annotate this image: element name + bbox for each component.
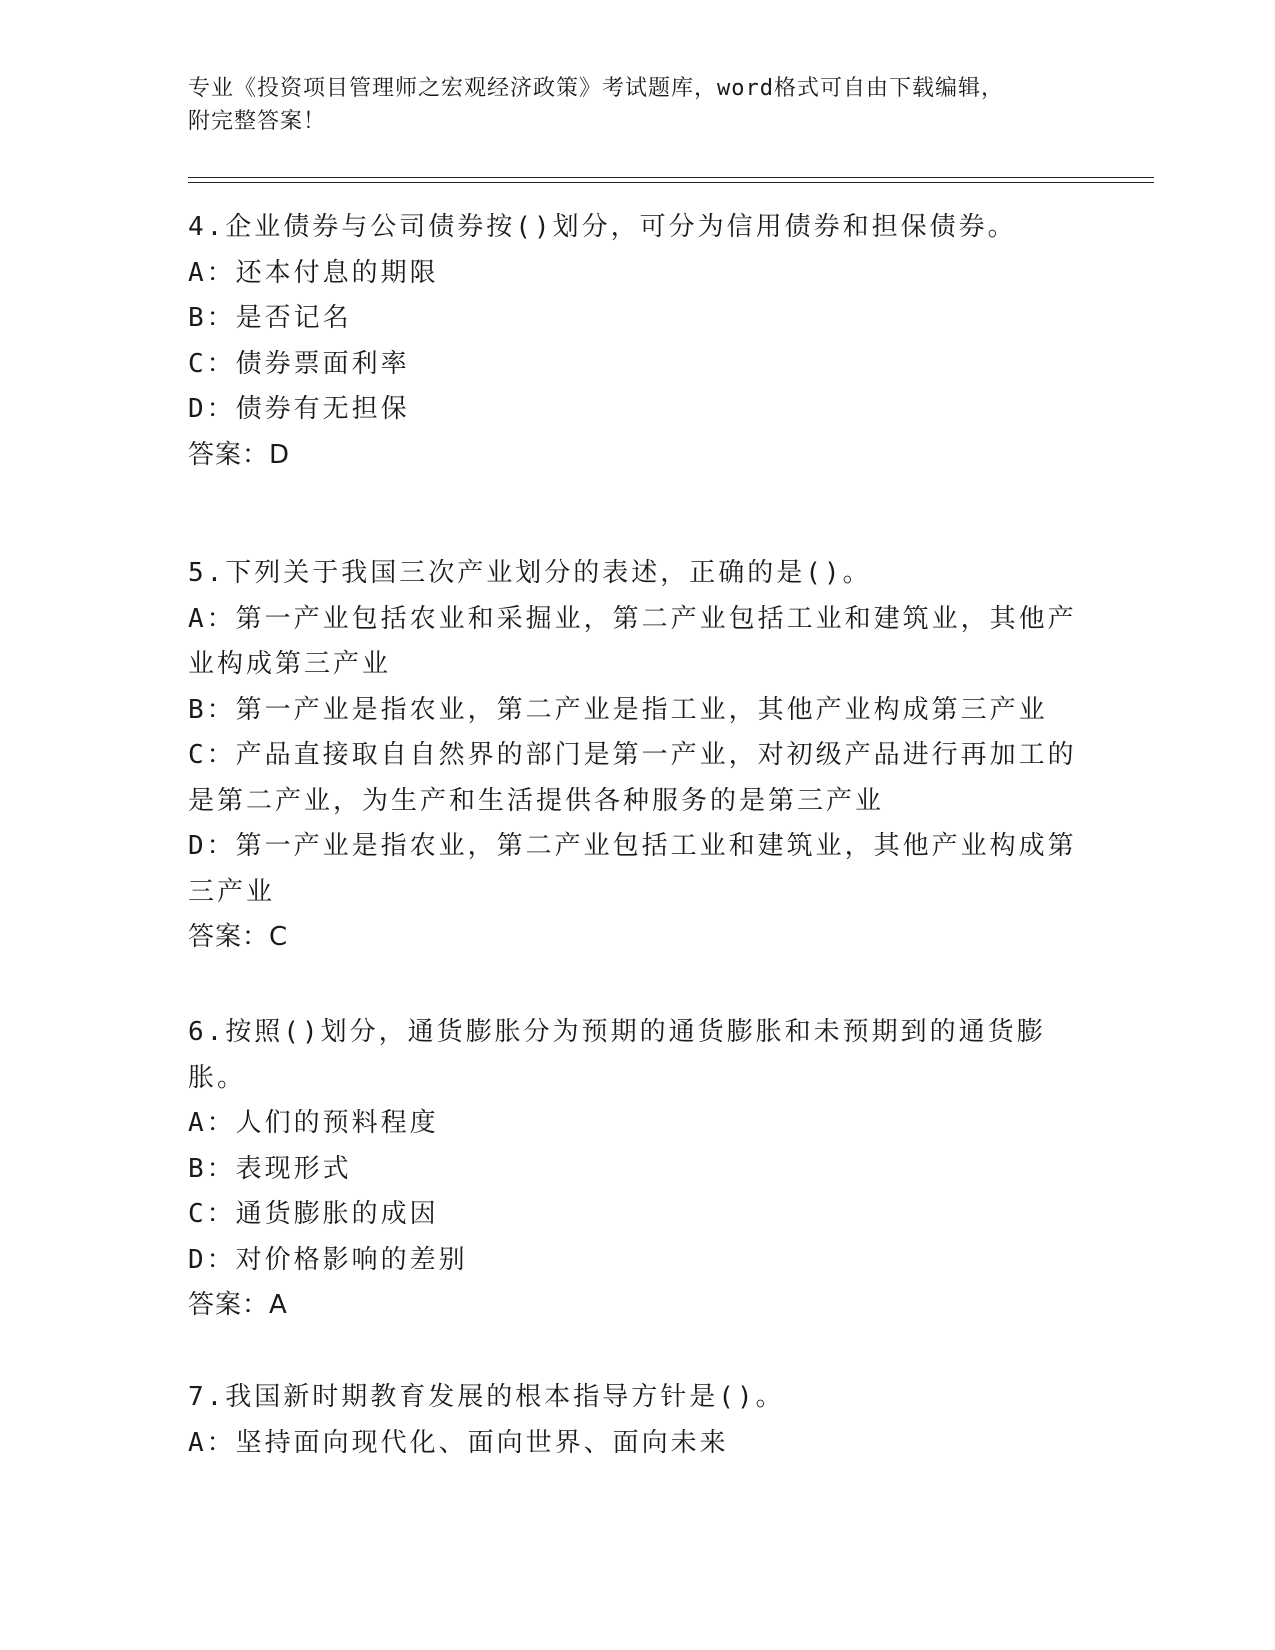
answer-label: 答案：D [188,439,291,470]
option-a: A：第一产业包括农业和采掘业，第二产业包括工业和建筑业，其他产业构成第三产业 [188,603,1077,679]
question-stem: 6.按照()划分，通货膨胀分为预期的通货膨胀和未预期到的通货膨胀。 [188,1017,1046,1093]
option-b: B：表现形式 [188,1153,352,1184]
header-line-1: 专业《投资项目管理师之宏观经济政策》考试题库，word格式可自由下载编辑， [188,76,1004,101]
header-line-2: 附完整答案！ [188,109,327,134]
option-c: C：产品直接取自自然界的部门是第一产业，对初级产品进行再加工的是第二产业，为生产和生活提供各种服务的是第三产业 [188,740,1077,816]
option-a: A：坚持面向现代化、面向世界、面向未来 [188,1427,729,1458]
option-d: D：债券有无担保 [188,394,410,424]
option-d: D：第一产业是指农业，第二产业包括工业和建筑业，其他产业构成第三产业 [188,831,1077,907]
option-a: A：人们的预料程度 [188,1108,439,1138]
question-5 [188,551,1088,961]
question-stem: 5.下列关于我国三次产业划分的表述，正确的是()。 [188,558,872,588]
option-c: C：通货膨胀的成因 [188,1199,439,1229]
header-divider-top [188,177,1154,178]
answer-label: 答案：A [188,1290,288,1320]
answer-label: 答案：C [188,922,289,952]
question-stem: 7.我国新时期教育发展的根本指导方针是()。 [188,1382,785,1412]
document-header [188,72,1088,138]
question-4 [188,205,1088,478]
option-d: D：对价格影响的差别 [188,1244,468,1275]
option-c: C：债券票面利率 [188,348,410,379]
question-stem: 4.企业债券与公司债券按()划分，可分为信用债券和担保债券。 [188,212,1017,242]
option-a: A：还本付息的期限 [188,257,439,288]
question-7 [188,1375,1088,1466]
option-b: B：第一产业是指农业，第二产业是指工业，其他产业构成第三产业 [188,694,1048,725]
option-b: B：是否记名 [188,303,352,333]
header-divider-bottom [188,182,1154,183]
question-6 [188,1010,1088,1329]
